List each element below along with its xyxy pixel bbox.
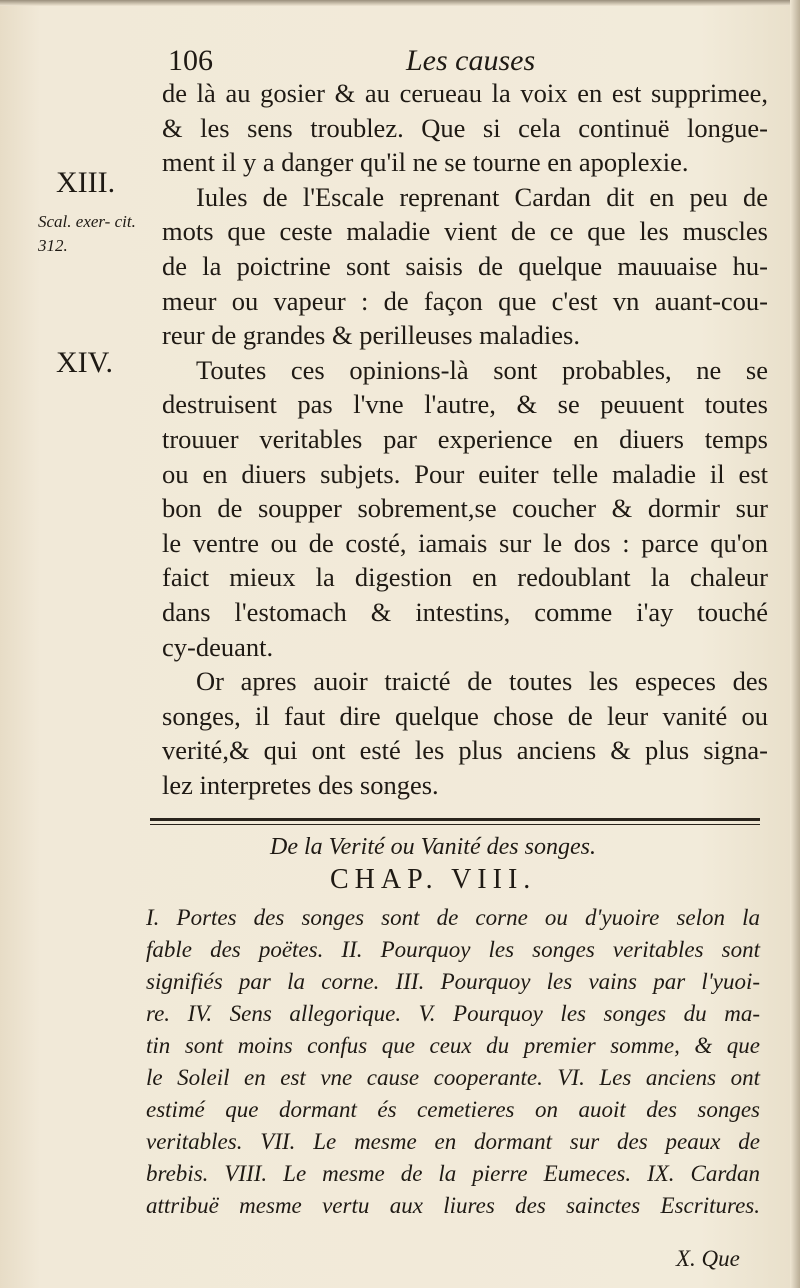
body-line: & les sens troublez. Que si cela continuë longue-: [162, 112, 768, 143]
section-title: De la Verité ou Vanité des songes.: [270, 834, 596, 860]
body-line: de là au gosier & au cerueau la voix en est supprimee,: [162, 78, 768, 108]
running-title: Les causes: [406, 44, 536, 77]
body-line: Iules de l'Escale reprenant Cardan dit en peu de: [196, 181, 768, 212]
margin-note-scaliger: Scal. exer- cit. 312.: [38, 212, 136, 255]
catchword: X. Que: [676, 1246, 740, 1271]
summary-line: signifiés par la corne. III. Pourquoy les vains par l'yuoi-: [146, 969, 760, 994]
body-line: verité,& qui ont esté les plus anciens & plus signa-: [162, 735, 768, 766]
chapter-rule: [150, 818, 760, 821]
summary-line: re. IV. Sens allegorique. V. Pourquoy les songes du ma-: [146, 1001, 760, 1026]
body-line: cy-deuant.: [162, 631, 274, 662]
summary-line: fable des poëtes. II. Pourquoy les songes veritables sont: [146, 937, 760, 962]
page-number: 106: [168, 44, 213, 77]
body-text: [162, 76, 768, 802]
body-line: lez interpretes des songes.: [162, 769, 439, 800]
body-line: Or apres auoir traicté de toutes les especes des: [196, 666, 768, 697]
summary-line: tin sont moins confus que ceux du premier somme, & que: [146, 1033, 760, 1058]
summary-line: brebis. VIII. Le mesme de la pierre Eumeces. IX. Cardan: [146, 1161, 760, 1186]
chapter-rule-thin: [150, 824, 760, 825]
body-line: trouuer veritables par experience en diuers temps: [162, 423, 768, 454]
body-line: ment il y a danger qu'il ne se tourne en apoplexie.: [162, 147, 689, 178]
body-line: Toutes ces opinions-là sont probables, ne se: [196, 354, 768, 385]
page-right-edge: [790, 0, 800, 1288]
summary-line: veritables. VII. Le mesme en dormant sur des peaux de: [146, 1129, 760, 1154]
body-line: reur de grandes & perilleuses maladies.: [162, 320, 580, 351]
body-line: mots que ceste maladie vient de ce que les muscles: [162, 216, 768, 247]
body-line: faict mieux la digestion en redoublant la chaleur: [162, 562, 768, 593]
chapter-heading: CHAP. VIII.: [330, 864, 537, 895]
body-line: songes, il faut dire quelque chose de leur vanité ou: [162, 700, 768, 731]
margin-note-xiv: XIV.: [56, 346, 113, 379]
body-line: bon de soupper sobrement,se coucher & dormir sur: [162, 493, 768, 524]
body-line: de la poictrine sont saisis de quelque mauuaise hu-: [162, 250, 768, 281]
chapter-summary: [146, 902, 760, 1222]
summary-line: attribuë mesme vertu aux liures des sainctes Escritures.: [146, 1193, 760, 1218]
page-top-edge: [0, 0, 800, 6]
body-line: le ventre ou de costé, iamais sur le dos : parce qu'on: [162, 527, 768, 558]
body-line: meur ou vapeur : de façon que c'est vn auant-cou-: [162, 285, 768, 316]
summary-line: I. Portes des songes sont de corne ou d'yuoire selon la: [146, 905, 760, 930]
summary-line: estimé que dormant és cemetieres on auoit des songes: [146, 1097, 760, 1122]
body-line: ou en diuers subjets. Pour euiter telle maladie il est: [162, 458, 768, 489]
body-line: destruisent pas l'vne l'autre, & se peuuent toutes: [162, 389, 768, 420]
margin-note-xiii: XIII.: [56, 166, 116, 199]
summary-line: le Soleil en est vne cause cooperante. VI. Les anciens ont: [146, 1065, 760, 1090]
body-line: dans l'estomach & intestins, comme i'ay touché: [162, 596, 768, 627]
